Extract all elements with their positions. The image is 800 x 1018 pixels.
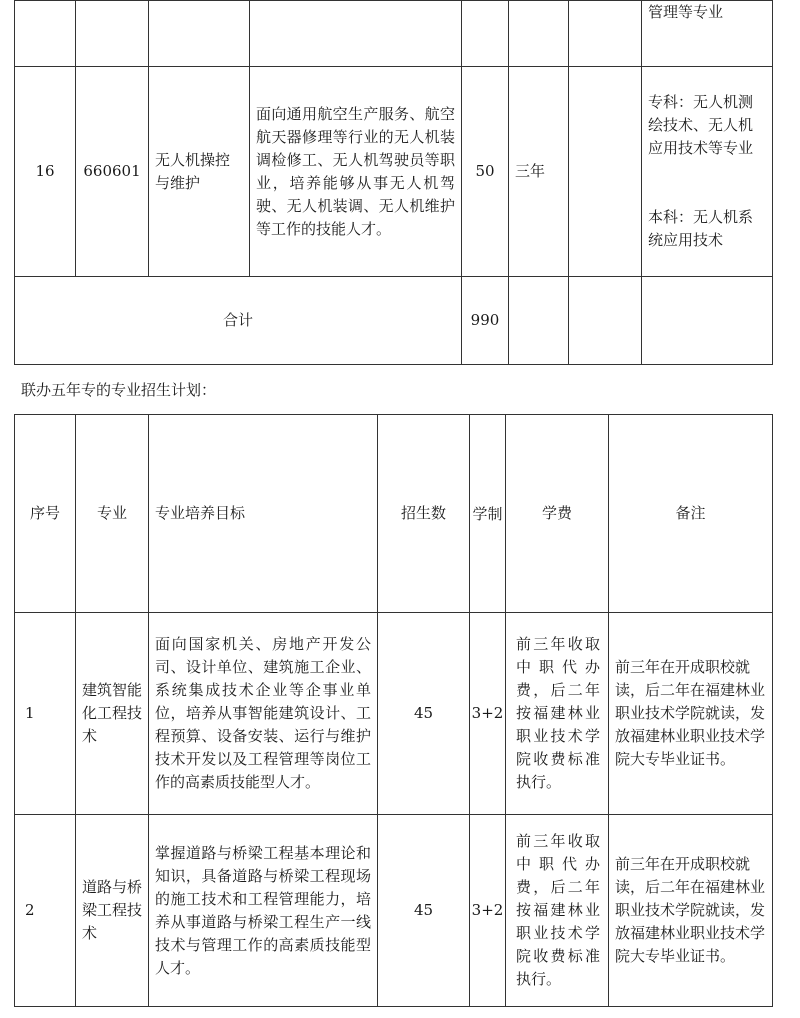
table-row [15,815,773,1007]
table-row [15,613,773,815]
major-name: 无人机操控与维护 [149,67,250,277]
five-year-enrollment-table [14,414,773,1007]
training-goal: 掌握道路与桥梁工程基本理论和知识，具备道路与桥梁工程现场的施工技术和工程管理能力，培养从事道路与桥梁工程生产一线技术与管理工作的高素质技能型人才。 [149,815,378,1007]
remark-cell [642,1,773,67]
duration: 3+2 [470,815,506,1007]
header-quota: 招生数 [378,415,470,613]
major-name: 道路与桥梁工程技术 [76,815,149,1007]
row-index: 1 [15,613,76,815]
training-goal: 面向国家机关、房地产开发公司、设计单位、建筑施工企业、系统集成技术企业等企事业单位，培养从事智能建筑设计、工程预算、设备安装、运行与维护技术开发以及工程管理等岗位工作的高素质技能型人才。 [149,613,378,815]
section-caption: 联办五年专的专业招生计划： [21,381,217,399]
row-index: 2 [15,815,76,1007]
remark-text: 前三年在开成职校就读，后二年在福建林业职业技术学院就读，发放福建林业职业技术学院大专毕业证书。 [609,815,773,1007]
header-goal: 专业培养目标 [149,415,378,613]
table-row [15,67,773,277]
duration: 三年 [509,67,569,277]
header-duration: 学制 [470,415,506,613]
remark-text: 专科：无人机测绘技术、无人机应用技术等专业 [648,93,754,157]
row-index: 16 [15,67,76,277]
total-label: 合计 [15,277,462,365]
quota: 45 [378,613,470,815]
duration: 3+2 [470,613,506,815]
major-code: 660601 [76,67,149,277]
remark-text: 前三年在开成职校就读，后二年在福建林业职业技术学院就读，发放福建林业职业技术学院大专毕业证书。 [609,613,773,815]
training-goal: 面向通用航空生产服务、航空航天器修理等行业的无人机装调检修工、无人机驾驶员等职业，培养能够从事无人机驾驶、无人机装调、无人机维护等工作的技能人才。 [250,67,462,277]
fee-text: 前三年收取中职代办费，后二年按福建林业职业技术学院收费标准执行。 [506,613,609,815]
quota: 45 [378,815,470,1007]
major-name: 建筑智能化工程技术 [76,613,149,815]
header-fee: 学费 [506,415,609,613]
header-index: 序号 [15,415,76,613]
header-row [15,415,773,613]
table-row [15,1,773,67]
total-value: 990 [462,277,509,365]
total-row [15,277,773,365]
enrollment-table-continued [14,0,773,365]
fee-text: 前三年收取中职代办费，后二年按福建林业职业技术学院收费标准执行。 [506,815,609,1007]
remark-cell [642,67,773,277]
quota: 50 [462,67,509,277]
remark-text: 本科：无人机系统应用技术 [648,208,754,249]
remark-text: 管理等专业 [648,3,724,21]
header-remark: 备注 [609,415,773,613]
header-major: 专业 [76,415,149,613]
